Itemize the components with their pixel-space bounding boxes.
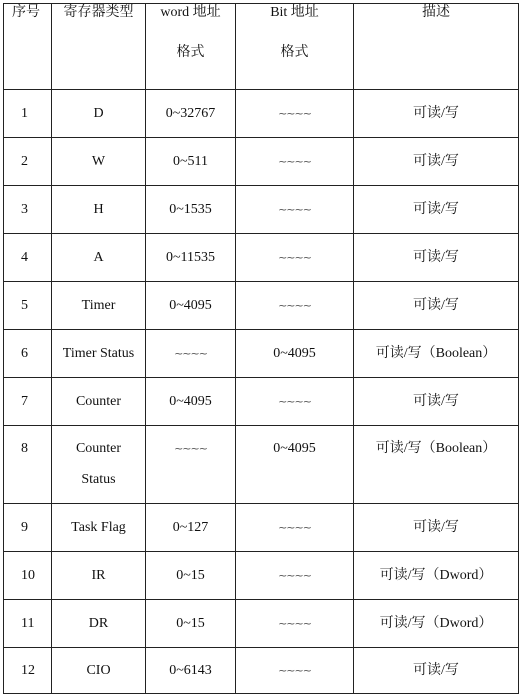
row-register-type: Counter bbox=[52, 378, 146, 426]
row-description: 可读/写（Dword） bbox=[354, 600, 519, 648]
row-bit-address: 0~4095 bbox=[236, 426, 354, 504]
table-row bbox=[4, 186, 519, 234]
header-register-type: 寄存器类型 bbox=[52, 4, 146, 90]
row-description: 可读/写（Boolean） bbox=[354, 426, 519, 504]
row-bit-address: 0~4095 bbox=[236, 330, 354, 378]
tilde-placeholder: ~~~~ bbox=[278, 616, 311, 630]
row-register-type-line2: Status bbox=[81, 472, 116, 487]
tilde-placeholder: ~~~~ bbox=[278, 298, 311, 312]
row-bit-address bbox=[236, 234, 354, 282]
row-register-type: IR bbox=[52, 552, 146, 600]
tilde-placeholder: ~~~~ bbox=[278, 250, 311, 264]
row-no: 9 bbox=[4, 504, 52, 552]
table-row bbox=[4, 504, 519, 552]
row-register-type: H bbox=[52, 186, 146, 234]
row-description: 可读/写 bbox=[354, 504, 519, 552]
header-word-address bbox=[146, 4, 236, 90]
table-row bbox=[4, 600, 519, 648]
tilde-placeholder: ~~~~ bbox=[278, 202, 311, 216]
header-description: 描述 bbox=[354, 4, 519, 90]
row-word-address: 0~15 bbox=[146, 552, 236, 600]
row-bit-address bbox=[236, 282, 354, 330]
row-word-address: 0~127 bbox=[146, 504, 236, 552]
row-no: 6 bbox=[4, 330, 52, 378]
tilde-placeholder: ~~~~ bbox=[278, 394, 311, 408]
row-register-type-line1: Counter bbox=[75, 441, 122, 456]
row-description: 可读/写 bbox=[354, 234, 519, 282]
row-register-type: W bbox=[52, 138, 146, 186]
row-bit-address bbox=[236, 552, 354, 600]
row-word-address: 0~11535 bbox=[146, 234, 236, 282]
row-bit-address bbox=[236, 138, 354, 186]
table-row bbox=[4, 426, 519, 504]
tilde-placeholder: ~~~~ bbox=[174, 346, 207, 360]
row-register-type: D bbox=[52, 90, 146, 138]
row-register-type: DR bbox=[52, 600, 146, 648]
header-no: 序号 bbox=[4, 4, 52, 90]
tilde-placeholder: ~~~~ bbox=[278, 154, 311, 168]
header-word-address-line2: 格式 bbox=[176, 45, 205, 60]
row-description: 可读/写 bbox=[354, 282, 519, 330]
table-header-row bbox=[4, 4, 519, 90]
table-row bbox=[4, 282, 519, 330]
row-bit-address bbox=[236, 186, 354, 234]
row-description: 可读/写 bbox=[354, 648, 519, 694]
row-word-address: 0~6143 bbox=[146, 648, 236, 694]
row-word-address bbox=[146, 426, 236, 504]
table-row bbox=[4, 138, 519, 186]
row-no: 12 bbox=[4, 648, 52, 694]
row-no: 7 bbox=[4, 378, 52, 426]
row-no: 1 bbox=[4, 90, 52, 138]
row-word-address: 0~1535 bbox=[146, 186, 236, 234]
row-register-type: CIO bbox=[52, 648, 146, 694]
row-description: 可读/写 bbox=[354, 90, 519, 138]
row-no: 4 bbox=[4, 234, 52, 282]
row-description: 可读/写 bbox=[354, 186, 519, 234]
tilde-placeholder: ~~~~ bbox=[174, 442, 207, 455]
header-bit-address bbox=[236, 4, 354, 90]
row-bit-address bbox=[236, 504, 354, 552]
row-word-address: 0~4095 bbox=[146, 378, 236, 426]
row-no: 11 bbox=[4, 600, 52, 648]
row-word-address: 0~32767 bbox=[146, 90, 236, 138]
row-description: 可读/写 bbox=[354, 138, 519, 186]
header-bit-address-line2: 格式 bbox=[280, 45, 309, 60]
table-row bbox=[4, 234, 519, 282]
row-register-type: Timer Status bbox=[52, 330, 146, 378]
row-register-type: A bbox=[52, 234, 146, 282]
table-row bbox=[4, 648, 519, 694]
row-word-address: 0~4095 bbox=[146, 282, 236, 330]
row-no: 3 bbox=[4, 186, 52, 234]
row-no: 2 bbox=[4, 138, 52, 186]
table-row bbox=[4, 330, 519, 378]
header-word-address-line1: word 地址 bbox=[160, 5, 221, 20]
row-register-type: Timer bbox=[52, 282, 146, 330]
tilde-placeholder: ~~~~ bbox=[278, 568, 311, 582]
row-register-type: Task Flag bbox=[52, 504, 146, 552]
register-table bbox=[3, 3, 519, 694]
row-word-address: 0~15 bbox=[146, 600, 236, 648]
tilde-placeholder: ~~~~ bbox=[278, 663, 311, 677]
tilde-placeholder: ~~~~ bbox=[278, 520, 311, 534]
tilde-placeholder: ~~~~ bbox=[278, 106, 311, 120]
row-word-address bbox=[146, 330, 236, 378]
table-row bbox=[4, 90, 519, 138]
row-bit-address bbox=[236, 378, 354, 426]
header-bit-address-line1: Bit 地址 bbox=[270, 5, 319, 20]
row-no: 10 bbox=[4, 552, 52, 600]
row-register-type bbox=[52, 426, 146, 504]
row-bit-address bbox=[236, 600, 354, 648]
row-description: 可读/写（Dword） bbox=[354, 552, 519, 600]
row-description: 可读/写（Boolean） bbox=[354, 330, 519, 378]
table-row bbox=[4, 378, 519, 426]
row-bit-address bbox=[236, 90, 354, 138]
row-bit-address bbox=[236, 648, 354, 694]
row-word-address: 0~511 bbox=[146, 138, 236, 186]
row-description: 可读/写 bbox=[354, 378, 519, 426]
row-no: 8 bbox=[4, 426, 52, 504]
row-no: 5 bbox=[4, 282, 52, 330]
table-row bbox=[4, 552, 519, 600]
